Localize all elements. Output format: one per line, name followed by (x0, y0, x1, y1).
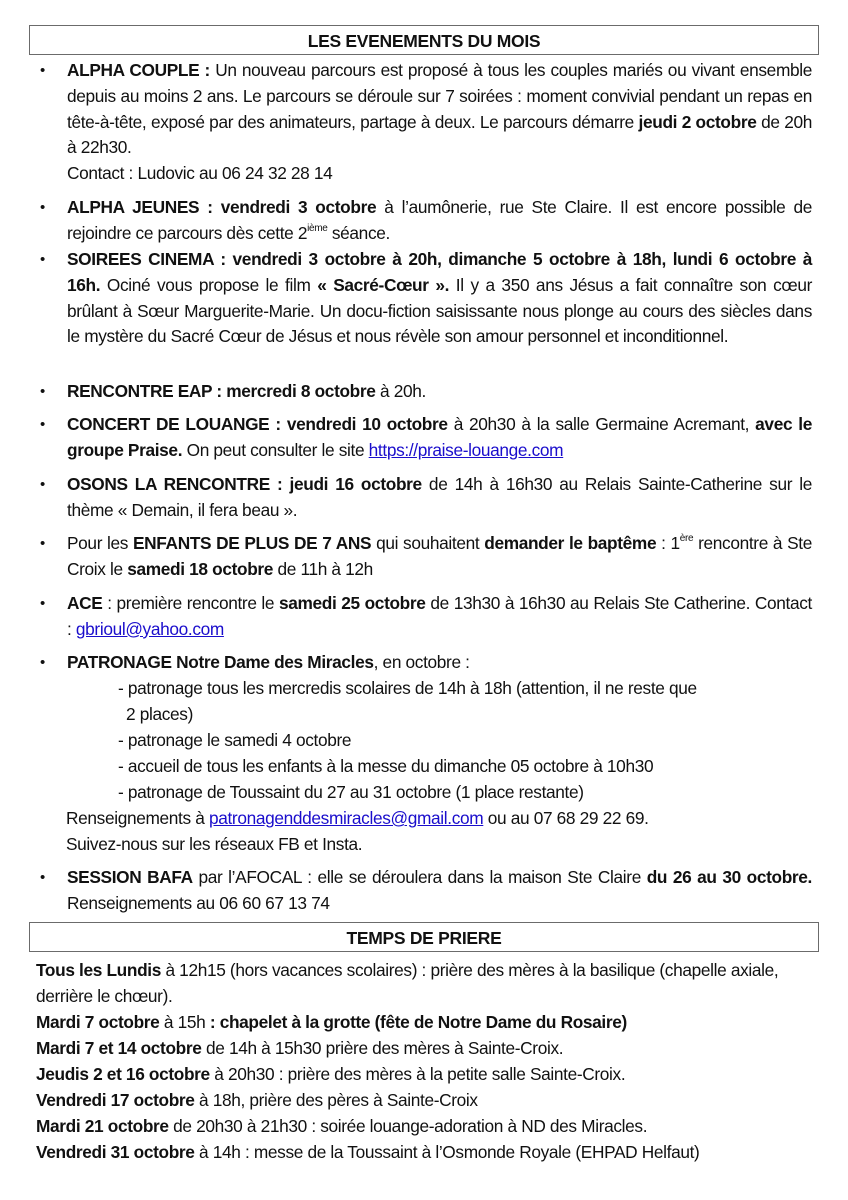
prayer-item: Vendredi 31 octobre à 14h : messe de la Toussaint à l’Osmonde Royale (EHPAD Helfaut) (36, 1142, 700, 1162)
bullet-icon: • (40, 535, 45, 552)
bullet-icon: • (40, 654, 45, 671)
bullet-icon: • (40, 869, 45, 886)
prayer-item: Mardi 7 octobre à 15h : chapelet à la grotte (fête de Notre Dame du Rosaire) (36, 1012, 627, 1032)
prayer-item: Mardi 21 octobre de 20h30 à 21h30 : soirée louange-adoration à ND des Miracles. (36, 1116, 648, 1136)
patronage-info: Renseignements à patronagenddesmiracles@gmail.com ou au 07 68 29 22 69. (66, 808, 649, 828)
prayer-item: Vendredi 17 octobre à 18h, prière des pères à Sainte-Croix (36, 1090, 478, 1110)
event-title: SESSION BAFA (67, 867, 193, 887)
bullet-icon: • (40, 383, 45, 400)
prayer-item: Jeudis 2 et 16 octobre à 20h30 : prière des mères à la petite salle Sainte-Croix. (36, 1064, 626, 1084)
praise-website-link[interactable]: https://praise-louange.com (368, 439, 564, 460)
event-concert-louange: • CONCERT DE LOUANGE : vendredi 10 octobre à 20h30 à la salle Germaine Acremant, avec le groupe Praise. On peut consulter le site https://praise-louange.com (40, 414, 812, 460)
prayer-item: Tous les Lundis à 12h15 (hors vacances scolaires) : prière des mères à la basilique (chapelle axiale, derrière le chœur). (36, 960, 779, 1006)
bullet-icon: • (40, 595, 45, 612)
event-ace: • ACE : première rencontre le samedi 25 octobre de 13h30 à 16h30 au Relais Ste Catherine. Contact : gbrioul@yahoo.com (40, 593, 812, 639)
event-title: CONCERT DE LOUANGE : vendredi 10 octobre (67, 414, 448, 434)
event-soirees-cinema: • SOIREES CINEMA : vendredi 3 octobre à 20h, dimanche 5 octobre à 18h, lundi 6 octobre à 16h. Ociné vous propose le film « Sacré-Cœur ». Il y a 350 ans Jésus a fait connaître son cœur brûlant à Sœur Marguerite-Marie. Un docu-fiction saisissante nous plonge au cours des siècles dans le mystère du Sacré Cœur de Jésus et nous révèle son amour personnel et inconditionnel. (40, 249, 812, 347)
bullet-icon: • (40, 476, 45, 493)
patronage-subitem: - patronage tous les mercredis scolaires de 14h à 18h (attention, il ne reste que (118, 678, 697, 698)
film-title: « Sacré-Cœur ». (317, 274, 450, 295)
event-rencontre-eap: • RENCONTRE EAP : mercredi 8 octobre à 20h. (67, 379, 812, 405)
bullet-icon: • (40, 251, 45, 268)
event-title: PATRONAGE Notre Dame des Miracles (67, 652, 374, 672)
ace-email-link[interactable]: gbrioul@yahoo.com (75, 618, 224, 639)
event-title: OSONS LA RENCONTRE : jeudi 16 octobre (67, 474, 422, 494)
event-bapteme-enfants: • Pour les ENFANTS DE PLUS DE 7 ANS qui souhaitent demander le baptême : 1ère rencontre à Ste Croix le samedi 18 octobre de 11h à 12h (40, 533, 812, 579)
event-session-bafa: • SESSION BAFA par l’AFOCAL : elle se déroulera dans la maison Ste Claire du 26 au 30 octobre. Renseignements au 06 60 67 13 74 (40, 867, 812, 913)
prayer-header: TEMPS DE PRIERE (29, 922, 819, 952)
event-title: ALPHA COUPLE : (67, 60, 210, 80)
bullet-icon: • (40, 416, 45, 433)
bullet-icon: • (40, 199, 45, 216)
patronage-subitem: - accueil de tous les enfants à la messe du dimanche 05 octobre à 10h30 (118, 756, 654, 776)
event-title: ACE (67, 593, 103, 613)
patronage-subitem: 2 places) (126, 704, 193, 724)
event-alpha-jeunes: • ALPHA JEUNES : vendredi 3 octobre à l’aumônerie, rue Ste Claire. Il est encore possible de rejoindre ce parcours dès cette 2ième séance. (40, 197, 812, 243)
event-patronage: • PATRONAGE Notre Dame des Miracles, en octobre : (67, 650, 812, 676)
patronage-subitem: - patronage de Toussaint du 27 au 31 octobre (1 place restante) (118, 782, 584, 802)
patronage-follow: Suivez-nous sur les réseaux FB et Insta. (66, 834, 363, 854)
bullet-icon: • (40, 62, 45, 79)
prayer-item: Mardi 7 et 14 octobre de 14h à 15h30 prière des mères à Sainte-Croix. (36, 1038, 564, 1058)
event-alpha-couple: • ALPHA COUPLE : Un nouveau parcours est proposé à tous les couples mariés ou vivant ensemble depuis au moins 2 ans. Le parcours se déroule sur 7 soirées : moment convivial pendant un repas en tête-à-tête, exposé par des animateurs, partage à deux. Le parcours démarre jeudi 2 octobre de 20h à 22h30. Contact : Ludovic au 06 24 32 28 14 (67, 58, 812, 187)
event-title: RENCONTRE EAP : mercredi 8 octobre (67, 381, 376, 401)
event-title: SOIREES CINEMA : vendredi 3 octobre à 20h, dimanche 5 octobre à 18h, lundi 6 octobre à 16h. (67, 249, 812, 295)
patronage-email-link[interactable]: patronagenddesmiracles@gmail.com (208, 808, 484, 828)
event-contact: Contact : Ludovic au 06 24 32 28 14 (67, 163, 333, 184)
event-title: ALPHA JEUNES : vendredi 3 octobre (67, 197, 377, 217)
patronage-subitem: - patronage le samedi 4 octobre (118, 730, 352, 750)
event-osons-la-rencontre: • OSONS LA RENCONTRE : jeudi 16 octobre de 14h à 16h30 au Relais Sainte-Catherine sur le thème « Demain, il fera beau ». (40, 474, 812, 520)
events-header: LES EVENEMENTS DU MOIS (29, 25, 819, 55)
